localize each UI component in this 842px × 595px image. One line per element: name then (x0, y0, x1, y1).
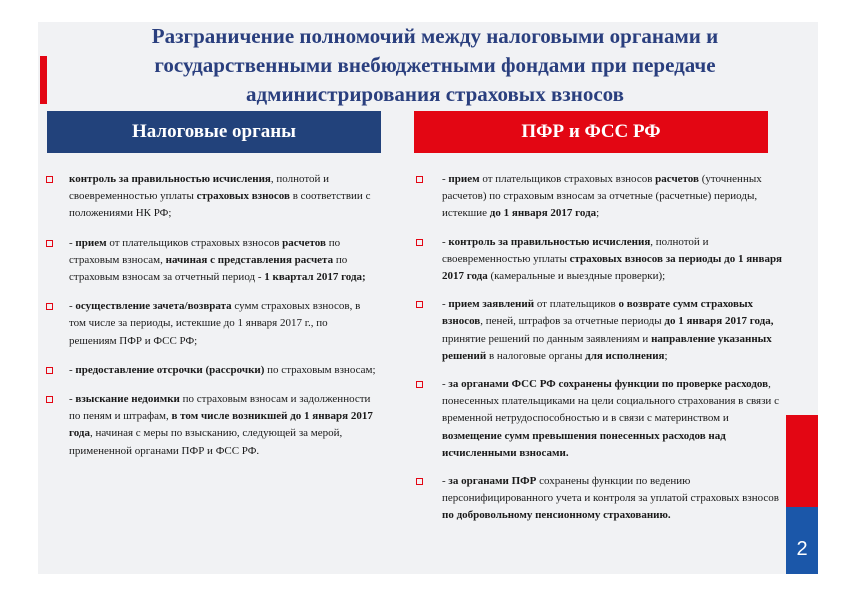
left-bullet-item (46, 362, 376, 379)
text-segment: от плательщиков страховых взносов (479, 173, 656, 185)
bold-text-segment: осуществление зачета/возврата (75, 300, 232, 313)
square-bullet-icon (416, 176, 423, 183)
text-segment: (камеральные и выездные проверки); (487, 270, 666, 283)
square-bullet-icon (416, 381, 423, 388)
text-segment: - (69, 300, 76, 313)
text-segment: , пеней, штрафов за отчетные периоды (480, 315, 665, 328)
text-segment: - (442, 173, 449, 185)
bold-text-segment: по добровольному пенсионному страхованию. (442, 509, 671, 522)
left-red-accent-bar (40, 56, 47, 104)
right-bullet-item (416, 376, 788, 462)
bold-text-segment: прием (448, 173, 480, 185)
bold-text-segment: контроль за правильностью исчисления (448, 235, 651, 248)
text-segment: (уточненных расчетов) по страховым взносам за отчетные (расчетные) периоды, истекшие (442, 173, 762, 220)
bold-text-segment: для исполнения (585, 349, 665, 362)
text-segment: - (69, 363, 76, 376)
text-segment: - (442, 378, 449, 391)
bold-text-segment: расчетов (282, 236, 326, 249)
text-segment: по страховым взносам за отчетный период - (69, 253, 348, 284)
right-bullet-item (416, 296, 788, 365)
text-segment: , полнотой и своевременностью уплаты (69, 173, 330, 203)
square-bullet-icon (46, 396, 53, 403)
right-bullet-item (416, 473, 788, 525)
bold-text-segment: направление указанных решений (442, 332, 772, 362)
square-bullet-icon (416, 239, 423, 246)
square-bullet-icon (416, 301, 423, 308)
left-column-list (46, 171, 376, 472)
bold-text-segment: прием (75, 236, 107, 249)
bold-text-segment: за органами ФСС РФ сохранены функции по проверке расходов (448, 378, 769, 391)
text-segment: - (442, 475, 449, 488)
right-column-list (416, 171, 788, 536)
text-segment: - (442, 235, 449, 248)
text-segment: , понесенных плательщиками на цели социального страхования в связи с временной нетрудоспособностью и в связи с материнством и (442, 378, 779, 425)
bold-text-segment: возмещение сумм превышения понесенных расходов над исчисленными взносами. (442, 429, 726, 459)
bold-text-segment: за органами ПФР (448, 475, 537, 488)
bold-text-segment: о возврате сумм страховых взносов (442, 298, 754, 328)
header-tax-authorities: Налоговые органы (47, 111, 381, 153)
bold-text-segment: 1 квартал 2017 года; (264, 271, 366, 284)
text-segment: - (69, 236, 76, 249)
square-bullet-icon (46, 240, 53, 247)
page-number: 2 (796, 538, 808, 560)
text-segment: от плательщиков страховых взносов (106, 236, 283, 249)
square-bullet-icon (416, 478, 423, 485)
right-red-accent-block (786, 415, 818, 507)
bold-text-segment: страховых взносов (196, 190, 290, 203)
right-bullet-item (416, 234, 788, 286)
text-segment: в соответствии с положениями НК РФ; (69, 190, 371, 220)
square-bullet-icon (46, 367, 53, 374)
text-segment: от плательщиков (534, 298, 619, 311)
bold-text-segment: предоставление отсрочки (рассрочки) (75, 363, 265, 376)
bold-text-segment: до 1 января 2017 года, (664, 315, 774, 328)
text-segment: сохранены функции по ведению персонифицированного учета и контроля за уплатой страховых взносов (442, 475, 779, 505)
bold-text-segment: до 1 января 2017 года (489, 207, 597, 220)
text-segment: в налоговые органы (486, 349, 586, 362)
bold-text-segment: контроль за правильностью исчисления (69, 173, 271, 185)
bold-text-segment: в том числе возникшей до 1 января 2017 года (69, 410, 373, 440)
left-bullet-item (46, 391, 376, 460)
text-segment: ; (664, 349, 668, 362)
text-segment: ; (596, 207, 600, 220)
right-bullet-item (416, 171, 788, 223)
text-segment: по страховым взносам, (69, 236, 341, 266)
text-segment: по страховым взносам и задолженности по пеням и штрафам, (69, 393, 371, 423)
bold-text-segment: прием заявлений (448, 298, 535, 311)
left-bullet-item (46, 171, 376, 223)
bold-text-segment: взыскание недоимки (75, 393, 180, 406)
text-segment: принятие решений по данным заявлениям и (442, 332, 652, 345)
bold-text-segment: начиная с представления расчета (165, 253, 334, 266)
bold-text-segment: страховых взносов за периоды до 1 января 2017 года (442, 252, 783, 283)
text-segment: по страховым взносам; (264, 363, 376, 376)
left-bullet-item (46, 235, 376, 287)
text-segment: - (69, 393, 76, 406)
text-segment: , полнотой и своевременностью уплаты (442, 235, 709, 265)
text-segment: , начиная с меры по взысканию, следующей за мерой, примененной органами ПФР и ФСС РФ. (69, 427, 343, 457)
bold-text-segment: расчетов (655, 173, 699, 185)
slide-title: Разграничение полномочий между налоговыми органами и государственными внебюджетными фондами при передаче администрирования страховых взносов (151, 24, 719, 106)
square-bullet-icon (46, 303, 53, 310)
header-pfr-fss: ПФР и ФСС РФ (414, 111, 768, 153)
square-bullet-icon (46, 176, 53, 183)
left-bullet-item (46, 298, 376, 350)
text-segment: - (442, 298, 449, 311)
text-segment: сумм страховых взносов, в том числе за периоды, истекшие до 1 января 2017 г., по решениям ПФР и ФСС РФ; (69, 300, 361, 347)
